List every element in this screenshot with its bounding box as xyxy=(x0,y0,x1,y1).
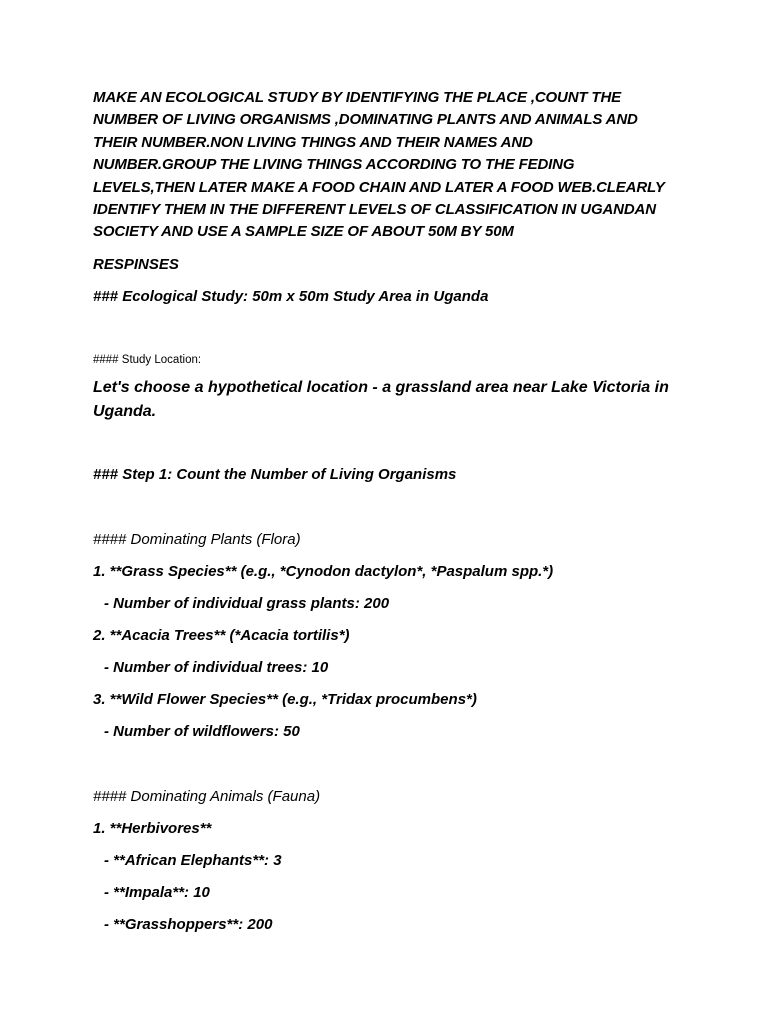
plant-item: 3. **Wild Flower Species** (e.g., *Tridax procumbens*) xyxy=(93,691,477,708)
assignment-prompt xyxy=(93,87,683,244)
prompt-line: NUMBER OF LIVING ORGANISMS ,DOMINATING PLANTS AND ANIMALS AND xyxy=(93,111,638,129)
animal-item: - **Impala**: 10 xyxy=(104,884,210,901)
plant-count: - Number of wildflowers: 50 xyxy=(104,723,300,740)
prompt-line: THEIR NUMBER.NON LIVING THINGS AND THEIR NAMES AND xyxy=(93,133,533,151)
location-text-line: Uganda. xyxy=(93,402,157,420)
responses-label: RESPINSES xyxy=(93,256,179,273)
plants-heading: #### Dominating Plants (Flora) xyxy=(93,531,301,548)
location-text xyxy=(93,376,683,423)
plant-item: 2. **Acacia Trees** (*Acacia tortilis*) xyxy=(93,627,350,644)
prompt-line: NUMBER.GROUP THE LIVING THINGS ACCORDING TO THE FEDING xyxy=(93,156,575,174)
prompt-line: LEVELS,THEN LATER MAKE A FOOD CHAIN AND LATER A FOOD WEB.CLEARLY xyxy=(93,178,665,196)
location-text-line: Let's choose a hypothetical location - a grassland area near Lake Victoria in xyxy=(93,379,669,396)
animals-heading: #### Dominating Animals (Fauna) xyxy=(93,788,321,805)
animal-item: - **African Elephants**: 3 xyxy=(104,852,282,869)
plant-count: - Number of individual grass plants: 200 xyxy=(104,595,390,612)
location-heading: #### Study Location: xyxy=(93,354,202,366)
study-heading: ### Ecological Study: 50m x 50m Study Area in Uganda xyxy=(93,288,489,305)
step1-heading: ### Step 1: Count the Number of Living Organisms xyxy=(93,466,457,483)
prompt-line: MAKE AN ECOLOGICAL STUDY BY IDENTIFYING THE PLACE ,COUNT THE xyxy=(93,89,621,106)
animal-item: - **Grasshoppers**: 200 xyxy=(104,916,273,933)
animal-group: 1. **Herbivores** xyxy=(93,820,212,837)
prompt-line: IDENTIFY THEM IN THE DIFFERENT LEVELS OF CLASSIFICATION IN UGANDAN xyxy=(93,201,656,219)
plant-count: - Number of individual trees: 10 xyxy=(104,659,329,676)
prompt-line: SOCIETY AND USE A SAMPLE SIZE OF ABOUT 50M BY 50M xyxy=(93,223,514,241)
plant-item: 1. **Grass Species** (e.g., *Cynodon dactylon*, *Paspalum spp.*) xyxy=(93,563,554,580)
